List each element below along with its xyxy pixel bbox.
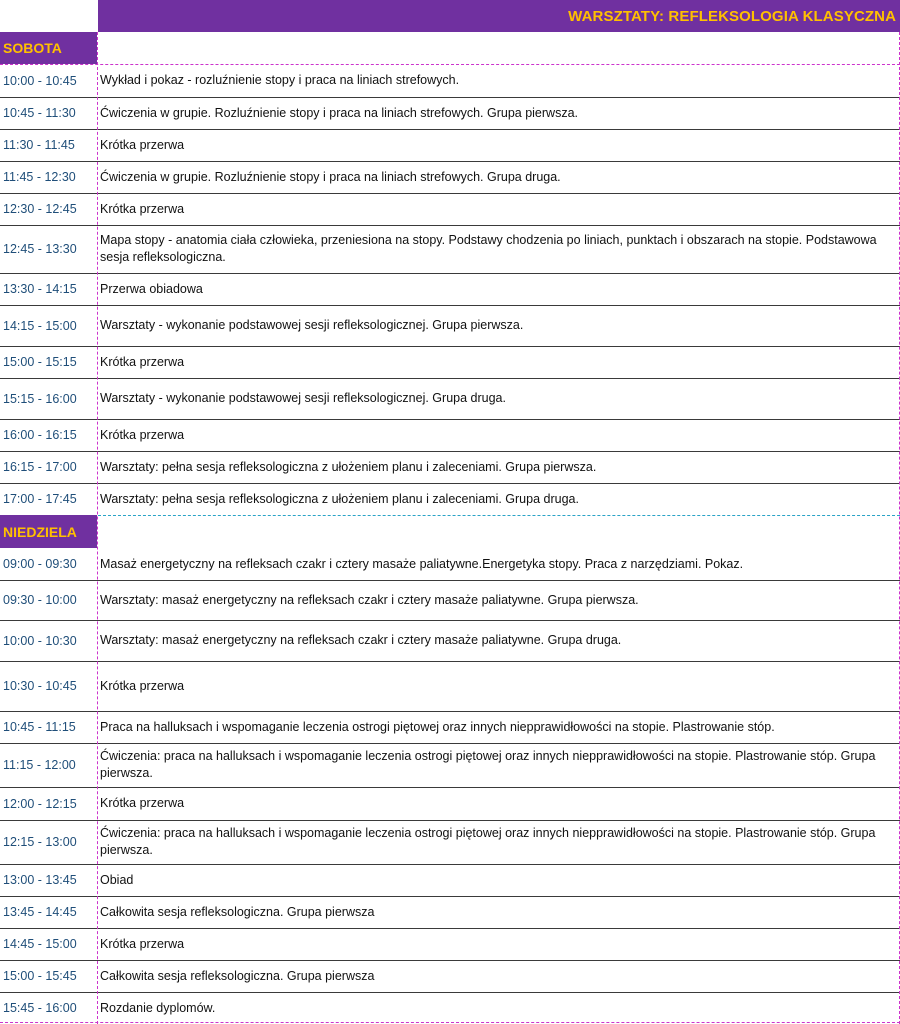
schedule-row (0, 225, 900, 273)
schedule-row (0, 64, 900, 97)
schedule-row (0, 620, 900, 661)
row-time: 12:30 - 12:45 (3, 202, 77, 216)
row-description: Krótka przerwa (100, 137, 185, 152)
schedule-row (0, 960, 900, 992)
row-description: Krótka przerwa (100, 201, 185, 216)
day-label: NIEDZIELA (0, 515, 97, 548)
row-time: 10:30 - 10:45 (3, 679, 77, 693)
row-description: Krótka przerwa (100, 678, 185, 693)
schedule-row (0, 273, 900, 305)
row-description: Przerwa obiadowa (100, 281, 203, 296)
row-time: 17:00 - 17:45 (3, 492, 77, 506)
schedule-row (0, 451, 900, 483)
schedule-row (0, 129, 900, 161)
row-time: 14:45 - 15:00 (3, 937, 77, 951)
row-description: Praca na halluksach i wspomaganie leczenia ostrogi piętowej oraz innych niepprawidłowości na stopie. Plastrowanie stóp. (100, 719, 775, 734)
row-description: Mapa stopy - anatomia ciała człowieka, przeniesiona na stopy. Podstawy chodzenia po liniach, punktach i obszarach na stopie. Podstawowa sesja refleksologiczna. (100, 233, 877, 264)
row-description: Ćwiczenia w grupie. Rozluźnienie stopy i praca na liniach strefowych. Grupa druga. (100, 169, 561, 184)
day-label: SOBOTA (0, 32, 97, 64)
row-time: 15:45 - 16:00 (3, 1001, 77, 1015)
row-description: Warsztaty - wykonanie podstawowej sesji refleksologicznej. Grupa druga. (100, 391, 506, 405)
row-description: Ćwiczenia w grupie. Rozluźnienie stopy i praca na liniach strefowych. Grupa pierwsza. (100, 105, 578, 120)
schedule-row (0, 161, 900, 193)
schedule-row (0, 743, 900, 787)
schedule-row (0, 580, 900, 620)
row-time: 11:15 - 12:00 (3, 758, 76, 772)
row-time: 13:30 - 14:15 (3, 282, 77, 296)
row-time: 12:00 - 12:15 (3, 796, 77, 811)
schedule-row (0, 97, 900, 129)
schedule-row (0, 378, 900, 419)
row-time: 16:00 - 16:15 (3, 428, 77, 442)
schedule-row (0, 193, 900, 225)
schedule-row (0, 992, 900, 1024)
schedule-row (0, 483, 900, 515)
row-description: Ćwiczenia: praca na halluksach i wspomaganie leczenia ostrogi piętowej oraz innych niepprawidłowości na stopie. Plastrowanie stóp. Grupa pierwsza. (100, 826, 876, 857)
schedule-row (0, 820, 900, 864)
schedule-row (0, 346, 900, 378)
schedule-row (0, 864, 900, 896)
schedule-row (0, 419, 900, 451)
row-time: 09:00 - 09:30 (3, 557, 77, 571)
row-description: Warsztaty: pełna sesja refleksologiczna z ułożeniem planu i zaleceniami. Grupa druga. (100, 491, 579, 506)
row-time: 10:45 - 11:30 (3, 106, 76, 120)
row-time: 11:45 - 12:30 (3, 170, 76, 184)
schedule-row (0, 661, 900, 711)
section-divider (0, 64, 900, 65)
row-time: 12:15 - 13:00 (3, 835, 77, 849)
row-time: 10:45 - 11:15 (3, 720, 76, 734)
row-time: 13:00 - 13:45 (3, 873, 77, 887)
row-time: 14:15 - 15:00 (3, 318, 77, 333)
column-divider (97, 32, 98, 1024)
row-description: Krótka przerwa (100, 796, 185, 810)
schedule-row (0, 305, 900, 346)
row-time: 12:45 - 13:30 (3, 242, 77, 256)
schedule-title: WARSZTATY: REFLEKSOLOGIA KLASYCZNA (568, 7, 896, 25)
schedule-row (0, 711, 900, 743)
row-time: 13:45 - 14:45 (3, 905, 77, 919)
row-time: 10:00 - 10:30 (3, 633, 77, 648)
row-description: Krótka przerwa (100, 936, 185, 951)
schedule-row (0, 928, 900, 960)
row-time: 16:15 - 17:00 (3, 460, 77, 474)
row-time: 09:30 - 10:00 (3, 593, 77, 607)
schedule-row (0, 548, 900, 580)
row-description: Całkowita sesja refleksologiczna. Grupa pierwsza (100, 904, 375, 919)
row-description: Masaż energetyczny na refleksach czakr i cztery masaże paliatywne.Energetyka stopy. Praca z narzędziami. Pokaz. (100, 556, 744, 571)
row-description: Krótka przerwa (100, 427, 185, 442)
row-description: Warsztaty - wykonanie podstawowej sesji refleksologicznej. Grupa pierwsza. (100, 318, 524, 332)
row-description: Warsztaty: masaż energetyczny na refleksach czakr i cztery masaże paliatywne. Grupa druga. (100, 633, 622, 647)
schedule-row (0, 896, 900, 928)
row-description: Ćwiczenia: praca na halluksach i wspomaganie leczenia ostrogi piętowej oraz innych niepprawidłowości na stopie. Plastrowanie stóp. Grupa pierwsza. (100, 749, 876, 780)
row-time: 11:30 - 11:45 (3, 138, 75, 152)
schedule-row (0, 787, 900, 820)
row-time: 15:15 - 16:00 (3, 391, 77, 406)
row-time: 10:00 - 10:45 (3, 73, 77, 88)
section-divider (0, 1022, 900, 1023)
row-description: Obiad (100, 872, 134, 887)
row-description: Krótka przerwa (100, 354, 185, 369)
row-description: Całkowita sesja refleksologiczna. Grupa pierwsza (100, 968, 375, 983)
row-description: Rozdanie dyplomów. (100, 1000, 216, 1015)
row-description: Warsztaty: masaż energetyczny na refleksach czakr i cztery masaże paliatywne. Grupa pierwsza. (100, 592, 639, 607)
row-time: 15:00 - 15:15 (3, 355, 77, 369)
header-band (98, 0, 900, 32)
row-description: Wykład i pokaz - rozluźnienie stopy i praca na liniach strefowych. (100, 73, 460, 87)
section-divider (98, 515, 900, 516)
row-description: Warsztaty: pełna sesja refleksologiczna z ułożeniem planu i zaleceniami. Grupa pierwsza. (100, 459, 597, 474)
row-time: 15:00 - 15:45 (3, 969, 77, 983)
